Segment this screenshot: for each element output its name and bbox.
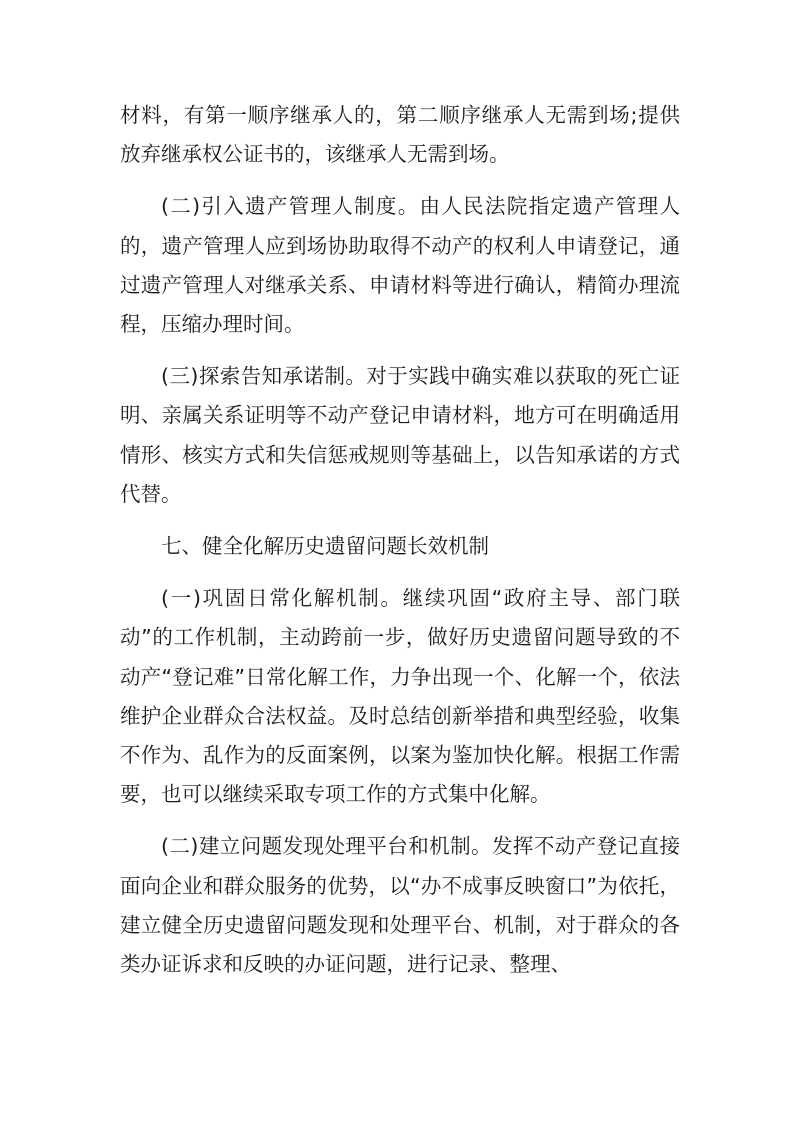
paragraph-notification-commitment: (三)探索告知承诺制。对于实践中确实难以获取的死亡证明、亲属关系证明等不动产登记申请材料，地方可在明确适用情形、核实方式和失信惩戒规则等基础上，以告知承诺的方式代替。: [120, 364, 680, 506]
paragraph-problem-platform: (二)建立问题发现处理平台和机制。发挥不动产登记直接面向企业和群众服务的优势，以“办不成事反映窗口”为依托，建立健全历史遗留问题发现和处理平台、机制，对于群众的各类办证诉求和反映的办证问题，进行记录、整理、: [120, 834, 680, 977]
paragraph-continuation: 材料，有第一顺序继承人的，第二顺序继承人无需到场;提供放弃继承权公证书的，该继承人无需到场。: [120, 103, 680, 167]
paragraph-daily-resolution: (一)巩固日常化解机制。继续巩固“政府主导、部门联动”的工作机制，主动跨前一步，做好历史遗留问题导致的不动产“登记难”日常化解工作，力争出现一个、化解一个，依法维护企业群众合法权益。及时总结创新举措和典型经验，收集不作为、乱作为的反面案例，以案为鉴加快化解。根据工作需要，也可以继续采取专项工作的方式集中化解。: [120, 586, 680, 807]
section-heading-seven: 七、健全化解历史遗留问题长效机制: [161, 534, 489, 559]
paragraph-estate-administrator: (二)引入遗产管理人制度。由人民法院指定遗产管理人的，遗产管理人应到场协助取得不动产的权利人申请登记，通过遗产管理人对继承关系、申请材料等进行确认，精简办理流程，压缩办理时间。: [120, 194, 680, 337]
document-body: [120, 96, 680, 984]
